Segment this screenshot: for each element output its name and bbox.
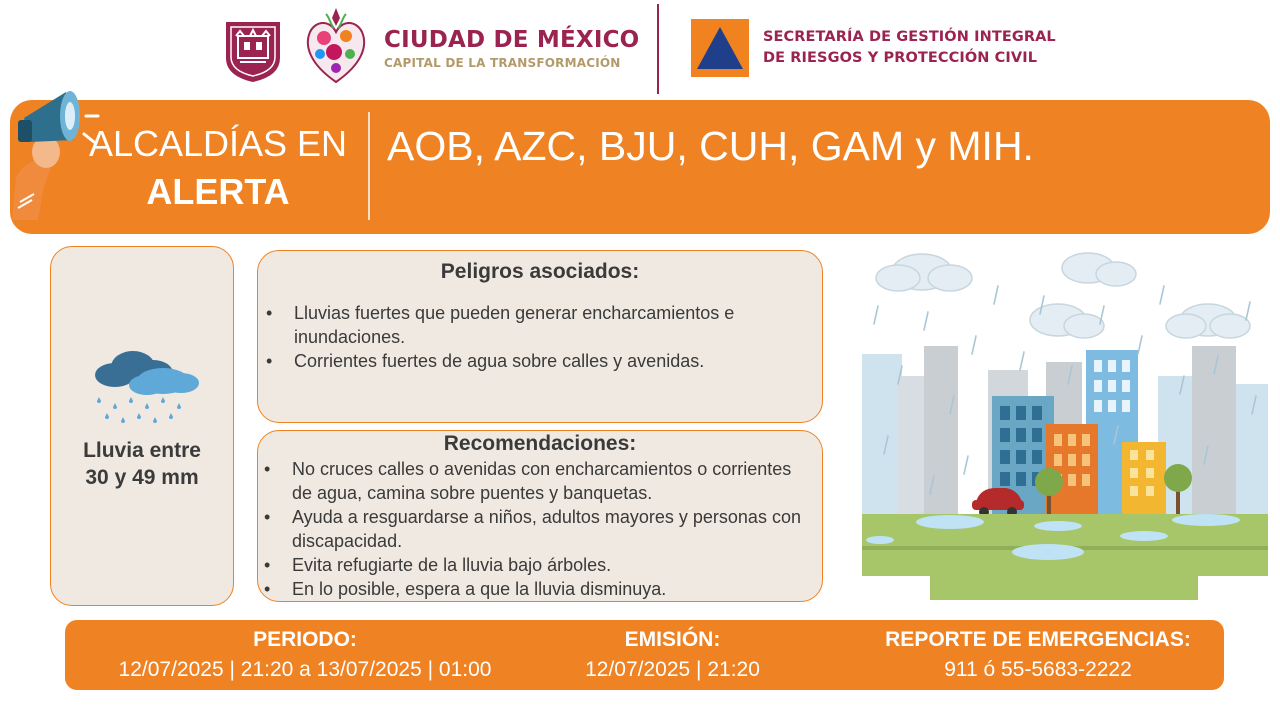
emision-value: 12/07/2025 | 21:20 horas [585, 658, 760, 711]
rain-card [50, 246, 234, 606]
alcaldias-list: AOB, AZC, BJU, CUH, GAM y MIH. [387, 123, 1034, 169]
alert-title-line2: ALERTA [146, 171, 290, 212]
list-item: • En lo posible, espera a que la lluvia disminuya. [264, 577, 816, 601]
secretaria-name [763, 27, 1056, 69]
list-item: • Ayuda a resguardarse a niños, adultos mayores y personas con discapacidad. [264, 505, 816, 553]
heart-flower-logo [300, 4, 372, 88]
cdmx-brand [384, 26, 639, 72]
periodo-value: 12/07/2025 | 21:20 a 13/07/2025 | 01:00 [118, 658, 492, 681]
header-divider [657, 4, 659, 94]
secretaria-line1: SECRETARÍA DE GESTIÓN INTEGRAL [763, 29, 1056, 45]
proteccion-civil-logo [691, 19, 749, 77]
rain-amount-line2: 30 y 49 mm [85, 466, 199, 489]
periodo [85, 626, 525, 686]
megaphone-icon [8, 82, 100, 220]
rain-amount [51, 437, 233, 491]
recomendaciones-card [257, 430, 823, 602]
peligros-list [258, 285, 822, 373]
reporte-label: REPORTE DE EMERGENCIAS: [885, 628, 1191, 651]
footer-bar [65, 620, 1224, 711]
alert-title-line1: ALCALDÍAS EN [88, 123, 348, 164]
secretaria-line2: DE RIESGOS Y PROTECCIÓN CIVIL [763, 50, 1038, 66]
rainy-city-illustration [858, 246, 1272, 606]
list-item: • No cruces calles o avenidas con encharcamientos o corrientes de agua, camina sobre puentes y banquetas. [264, 457, 816, 505]
reporte-value: 911 ó 55-5683-2222 [944, 658, 1132, 681]
alert-title [68, 120, 368, 216]
recomendaciones-list [258, 457, 822, 601]
cdmx-title: CIUDAD DE MÉXICO [384, 27, 640, 53]
emision-label: EMISIÓN: [624, 628, 721, 651]
list-item: • Corrientes fuertes de agua sobre calles y avenidas. [266, 349, 800, 373]
cdmx-shield-logo [222, 18, 284, 84]
recomendaciones-title: Recomendaciones: [443, 432, 637, 455]
emision [565, 626, 780, 711]
periodo-label: PERIODO: [253, 628, 357, 651]
peligros-title: Peligros asociados: [440, 260, 640, 283]
list-item: • Lluvias fuertes que pueden generar encharcamientos e inundaciones. [266, 301, 800, 349]
rain-amount-line1: Lluvia entre [83, 439, 201, 462]
alert-banner [10, 100, 1270, 234]
banner-divider [368, 112, 370, 220]
list-item: • Evita refugiarte de la lluvia bajo árboles. [264, 553, 816, 577]
rain-cloud-icon [85, 345, 209, 425]
peligros-card [257, 250, 823, 423]
cdmx-subtitle: CAPITAL DE LA TRANSFORMACIÓN [384, 56, 621, 70]
reporte-emergencias [877, 626, 1199, 686]
